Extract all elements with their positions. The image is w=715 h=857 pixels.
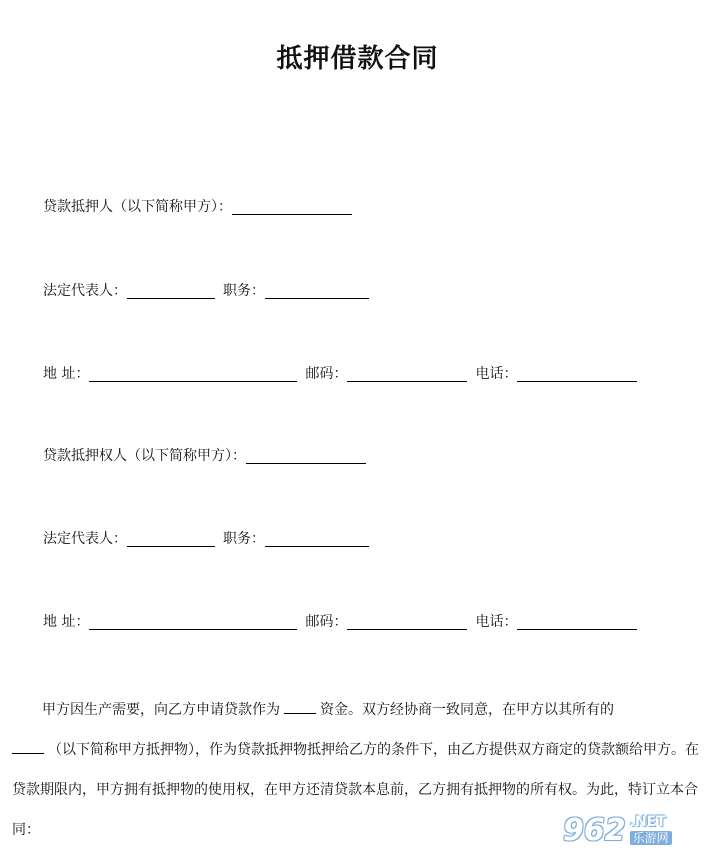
legal-rep-blank (127, 284, 215, 299)
postcode-blank-2 (347, 615, 467, 630)
address-blank (89, 367, 297, 382)
preamble-part-1: 甲方因生产需要，向乙方申请贷款作为 (42, 702, 280, 718)
site-watermark-logo (563, 807, 713, 853)
postcode-label-2: 邮码： (305, 614, 348, 630)
position-label-2: 职务： (223, 531, 265, 547)
capital-type-blank (284, 699, 316, 714)
mortgagor-row (43, 197, 356, 217)
phone-label-2: 电话： (475, 614, 518, 630)
preamble-part-2: 资金。双方经协商一致同意，在甲方以其所有的 (320, 702, 614, 718)
watermark-cn: 乐游网 (630, 831, 672, 845)
watermark-net: .NET (629, 814, 666, 830)
mortgagor-blank (232, 200, 352, 215)
legal-rep-label: 法定代表人： (43, 283, 127, 299)
address-row-1 (43, 364, 641, 384)
mortgagee-blank (246, 449, 366, 464)
postcode-label: 邮码： (305, 366, 348, 382)
mortgagee-label: 贷款抵押权人（以下简称甲方）： (43, 448, 246, 464)
legal-rep-label-2: 法定代表人： (43, 531, 127, 547)
position-blank-2 (265, 532, 369, 547)
phone-blank (517, 367, 637, 382)
legal-rep-row-2 (43, 529, 373, 549)
address-label: 地 址： (43, 366, 90, 382)
postcode-blank (347, 367, 467, 382)
legal-rep-blank-2 (127, 532, 215, 547)
address-blank-2 (89, 615, 297, 630)
phone-label: 电话： (475, 366, 518, 382)
address-label-2: 地 址： (43, 614, 90, 630)
document-title: 抵押借款合同 (276, 44, 439, 74)
watermark-number: 962 (563, 812, 626, 848)
preamble-part-3: （以下简称甲方抵押物），作为贷款抵押物抵押给乙方的条件下，由乙方提供双方商定的贷款额给甲方。在贷款期限内，甲方拥有抵押物的使用权，在甲方还清贷款本息前，乙方拥有抵押物的所有权。为此，特订立本合同： (12, 742, 699, 838)
collateral-blank (12, 739, 44, 754)
mortgagor-label: 贷款抵押人（以下简称甲方）： (43, 199, 232, 215)
mortgagee-row (43, 446, 370, 466)
phone-blank-2 (517, 615, 637, 630)
position-label: 职务： (223, 283, 265, 299)
position-blank (265, 284, 369, 299)
address-row-2 (43, 612, 641, 632)
legal-rep-row-1 (43, 281, 373, 301)
